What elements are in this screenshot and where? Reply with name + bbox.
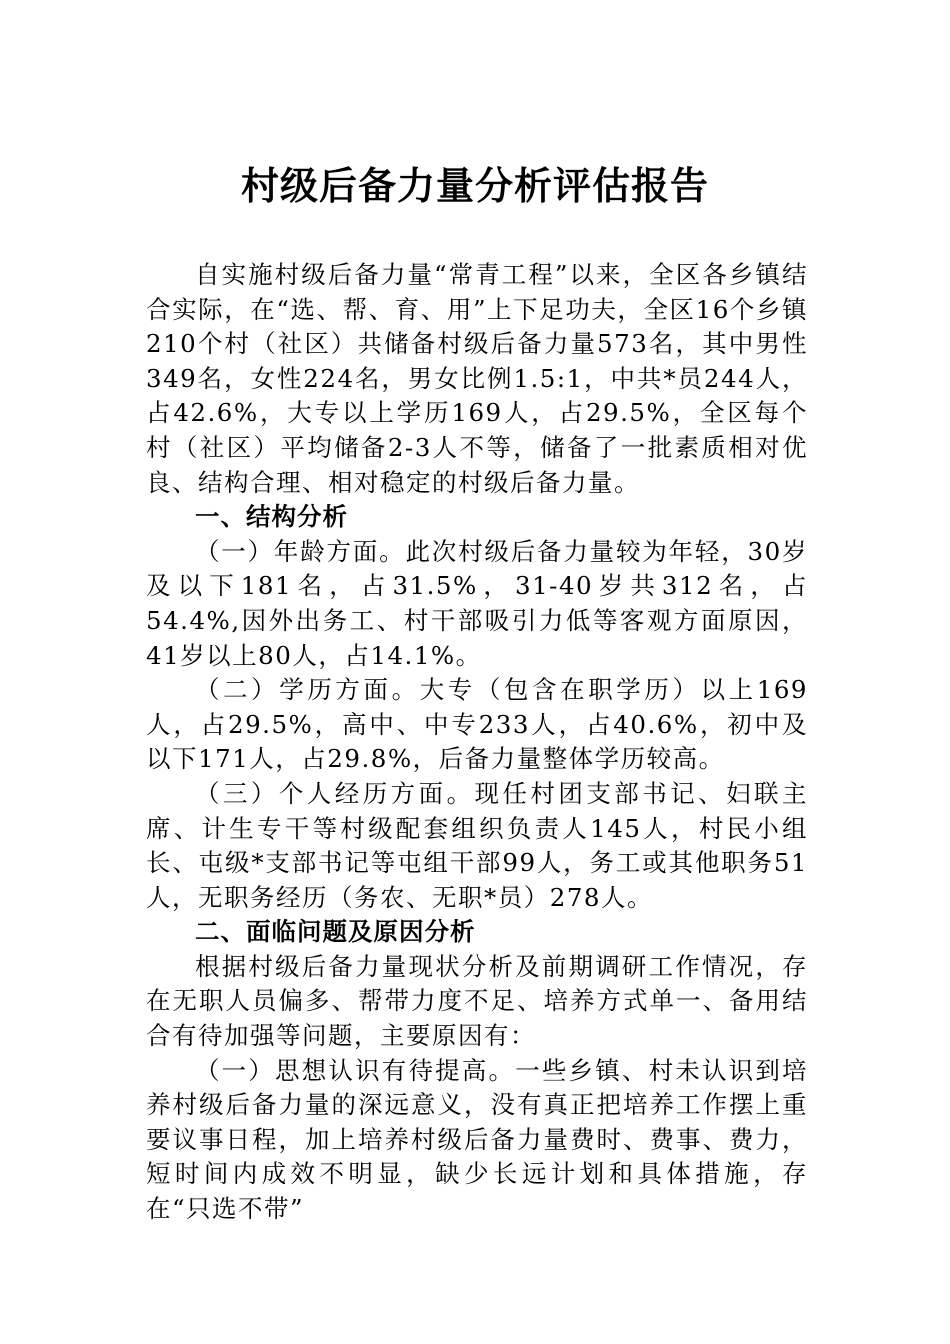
paragraph-education (146, 673, 808, 777)
paragraph-lead: （二）学历方面。 (195, 675, 420, 705)
paragraph-lead: （三）个人经历方面。 (195, 778, 475, 808)
document-title: 村级后备力量分析评估报告 (240, 163, 709, 208)
paragraph-age (146, 535, 808, 673)
paragraph-text: 一些乡镇、村未认识到培养村级后备力量的深远意义，没有真正把培养工作摆上重要议事日程，加上培养村级后备力量费时、费事、费力，短时间内成效不明显，缺少长远计划和具体措施，存在“只选不带” (146, 1055, 809, 1224)
paragraph-text: 现任村团支部书记、妇联主席、计生专干等村级配套组织负责人145人，村民小组长、屯级*支部书记等屯组干部99人，务工或其他职务51人，无职务经历（务农、无职*员）278人。 (146, 778, 809, 912)
paragraph-text: 大专（包含在职学历）以上169人，占29.5%，高中、中专233人，占40.6%，初中及以下171人，占29.8%，后备力量整体学历较高。 (146, 675, 809, 774)
section-heading-structure: 一、结构分析 (195, 502, 348, 532)
problems-intro-paragraph: 根据村级后备力量现状分析及前期调研工作情况，存在无职人员偏多、帮带力度不足、培养方式单一、备用结合有待加强等问题，主要原因有： (146, 951, 808, 1051)
paragraph-lead: （一）思想认识有待提高。 (195, 1055, 516, 1085)
paragraph-lead: （一）年龄方面。 (195, 536, 406, 566)
intro-paragraph: 自实施村级后备力量“常青工程”以来，全区各乡镇结合实际，在“选、帮、育、用”上下足功夫，全区16个乡镇210个村（社区）共储备村级后备力量573名，其中男性349名，女性224名，男女比例1.5:1，中共*员244人，占42.6%，大专以上学历169人，占29.5%，全区每个村（社区）平均储备2-3人不等，储备了一批素质相对优良、结构合理、相对稳定的村级后备力量。 (146, 260, 808, 497)
paragraph-awareness (146, 1054, 808, 1227)
paragraph-experience (146, 777, 808, 915)
section-heading-problems: 二、面临问题及原因分析 (195, 917, 476, 947)
paragraph-text: 此次村级后备力量较为年轻，30岁及以下181名，占31.5%，31-40岁共312名，占54.4%,因外出务工、村干部吸引力低等客观方面原因，41岁以上80人，占14.1%。 (146, 536, 808, 670)
document-body (146, 258, 808, 1227)
